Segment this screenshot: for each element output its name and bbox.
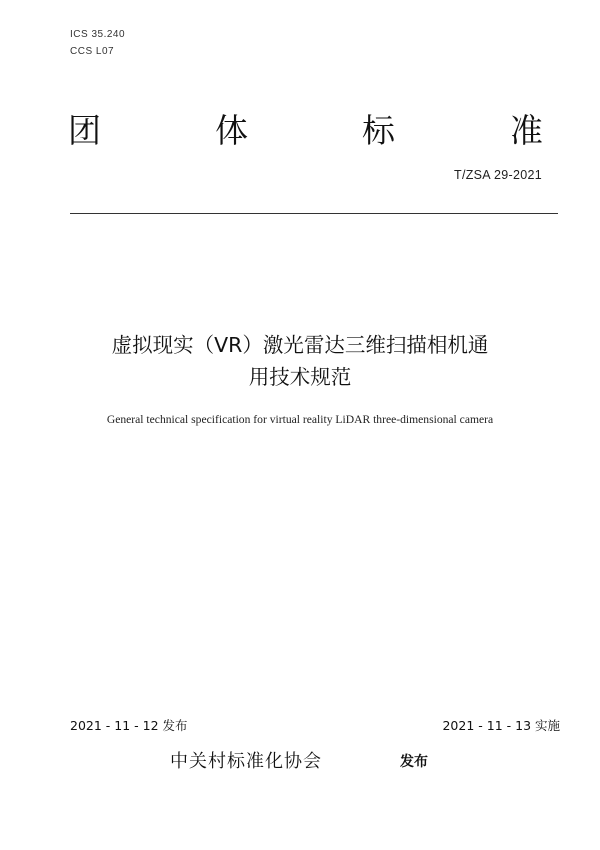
- document-title-line-1: 虚拟现实（VR）激光雷达三维扫描相机通: [111, 333, 489, 357]
- heading-char-2: 体: [215, 111, 248, 150]
- ics-code: ICS 35.240: [70, 29, 126, 40]
- heading-char-4: 准: [510, 111, 543, 150]
- document-title-english: General technical specification for virtual reality LiDAR three-dimensional camera: [106, 413, 494, 426]
- publish-date: 2021 - 11 - 12 发布: [70, 718, 188, 733]
- publish-label: 发布: [400, 754, 428, 770]
- document-title-line-2: 用技术规范: [248, 365, 352, 389]
- publishing-organization: 中关村标准化协会: [170, 751, 322, 772]
- standard-number: T/ZSA 29-2021: [454, 168, 542, 182]
- heading-char-3: 标: [362, 111, 395, 150]
- implement-date: 2021 - 11 - 13 实施: [442, 718, 560, 733]
- ccs-code: CCS L07: [70, 46, 115, 57]
- header-divider: [70, 213, 558, 214]
- heading-char-1: 团: [68, 111, 101, 150]
